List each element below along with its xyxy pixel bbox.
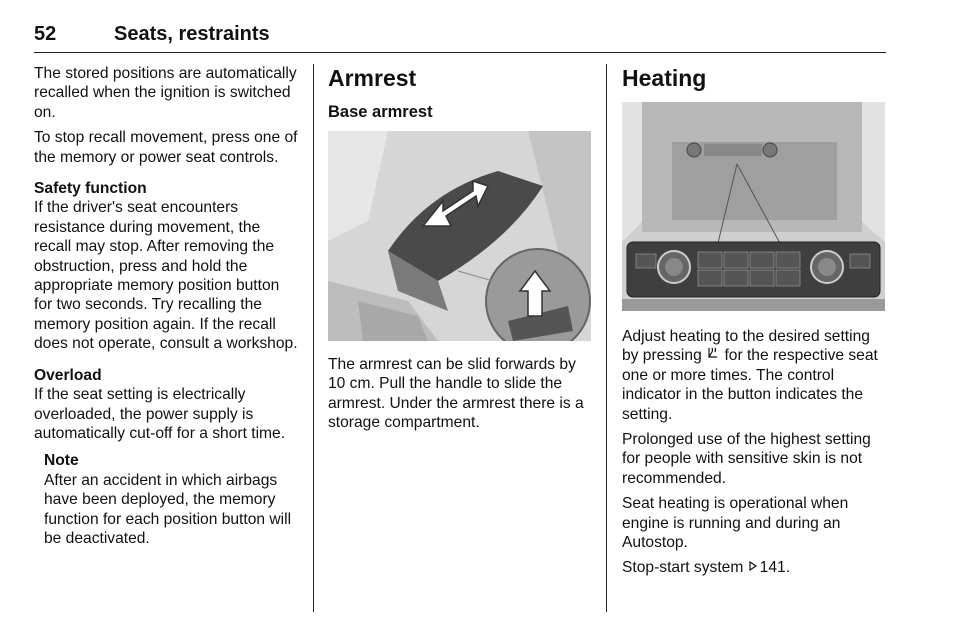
column-right: [622, 64, 888, 584]
paragraph: If the driver's seat encounters resistance during movement, the recall may stop. After removing the obstruction, press and hold the appropriate memory position button for two seconds. Try recalling the memory position again. If the recall does not operate, consult a workshop.: [34, 199, 298, 353]
paragraph: Prolonged use of the highest setting for people with sensitive skin is not recommended.: [622, 431, 871, 487]
armrest-illustration: [328, 131, 591, 341]
heating-text-start: Adjust heating to the desired setting by pressing: [622, 328, 870, 365]
heating-controls-illustration: [622, 102, 885, 311]
column-divider: [606, 64, 607, 612]
overload-heading: Overload: [34, 366, 102, 384]
page-reference-icon: [748, 558, 760, 577]
page-number: 52: [34, 23, 57, 45]
safety-function-heading: Safety function: [34, 180, 147, 198]
heating-heading: Heating: [622, 65, 707, 91]
note-box: [44, 451, 300, 548]
paragraph: To stop recall movement, press one of the memory or power seat controls.: [34, 129, 298, 166]
paragraph: If the seat setting is electrically overloaded, the power supply is automatically cut-off for a short time.: [34, 386, 286, 442]
cross-reference[interactable]: [622, 558, 888, 577]
armrest-heading: Armrest: [328, 65, 417, 91]
paragraph: The stored positions are automatically recalled when the ignition is switched on.: [34, 65, 297, 121]
seat-heating-icon: [706, 346, 720, 365]
cross-reference-text: Stop-start system: [622, 559, 744, 577]
column-left: [34, 64, 300, 548]
base-armrest-heading: Base armrest: [328, 103, 433, 121]
armrest-description: The armrest can be slid forwards by 10 cm. Pull the handle to slide the armrest. Under the armrest there is a storage compartment.: [328, 356, 584, 432]
heating-text-end: for the respective seat one or more times. The control indicator in the button indicates the setting.: [622, 347, 878, 423]
section-title: Seats, restraints: [114, 23, 270, 45]
heating-instructions: [622, 327, 888, 424]
note-title: Note: [44, 452, 79, 470]
column-divider: [313, 64, 314, 612]
note-text: After an accident in which airbags have been deployed, the memory function for each position button will be deactivated.: [44, 471, 292, 547]
paragraph: Seat heating is operational when engine is running and during an Autostop.: [622, 495, 849, 552]
column-middle: [328, 64, 593, 439]
cross-reference-page: 141.: [759, 559, 791, 577]
page-header: [34, 22, 886, 53]
